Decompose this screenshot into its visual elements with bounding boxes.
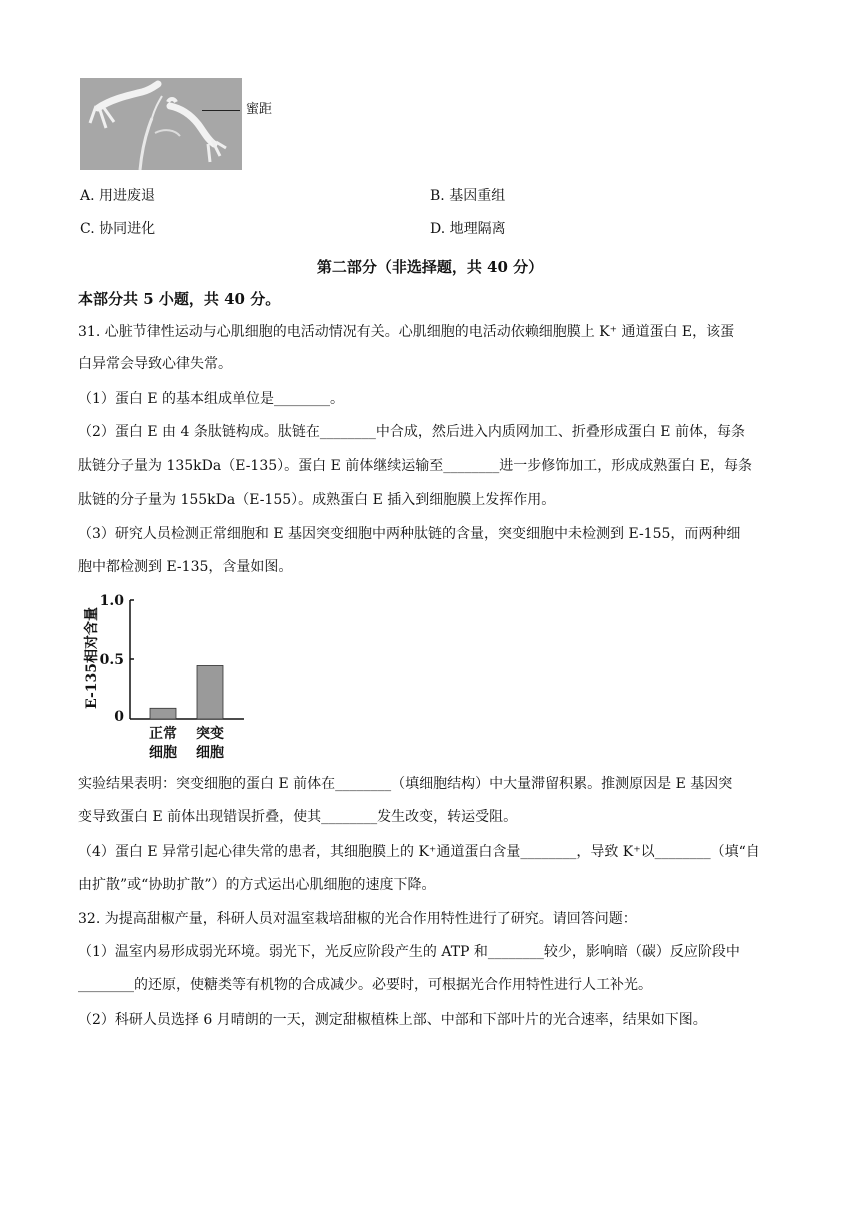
category-label-2-1: 突变: [196, 726, 224, 742]
q31-part3-line2: 胞中都检测到 E-135，含量如图。: [78, 559, 293, 575]
flower-photo: [80, 78, 242, 170]
option-a: A. 用进废退: [80, 188, 156, 204]
e135-bar-chart: [78, 586, 268, 766]
q31-part3-line1: （3）研究人员检测正常细胞和 E 基因突变细胞中两种肽链的含量，突变细胞中未检测到 E-155，而两种细: [78, 526, 741, 542]
option-c: C. 协同进化: [80, 221, 156, 237]
category-label-2-2: 细胞: [196, 745, 224, 761]
q31-result-line2: 变导致蛋白 E 前体出现错误折叠，使其________发生改变，转运受阻。: [78, 809, 518, 825]
bar-2: [197, 665, 223, 719]
q31-part2-line3: 肽链的分子量为 155kDa（E-155）。成熟蛋白 E 插入到细胞膜上发挥作用。: [78, 492, 556, 508]
q31-part2-line2: 肽链分子量为 135kDa（E-135）。蛋白 E 前体继续运输至________进一步修饰加工，形成成熟蛋白 E，每条: [78, 458, 752, 474]
option-d: D. 地理隔离: [430, 221, 506, 237]
section-title: 第二部分（非选择题，共 40 分）: [316, 258, 544, 276]
q31-stem-line1: 31. 心脏节律性运动与心肌细胞的电活动情况有关。心肌细胞的电活动依赖细胞膜上 K⁺ 通道蛋白 E，该蛋: [78, 324, 735, 340]
section-note: 本部分共 5 小题，共 40 分。: [78, 290, 281, 308]
q32-part1-line1: （1）温室内易形成弱光环境。弱光下，光反应阶段产生的 ATP 和________较少，影响暗（碳）反应阶段中: [78, 944, 740, 960]
callout-line: [202, 110, 240, 111]
q31-part2-line1: （2）蛋白 E 由 4 条肽链构成。肽链在________中合成，然后进入内质网加工、折叠形成蛋白 E 前体，每条: [78, 424, 745, 440]
q32-stem: 32. 为提高甜椒产量，科研人员对温室栽培甜椒的光合作用特性进行了研究。请回答问题：: [78, 911, 637, 927]
category-label-1-1: 正常: [149, 726, 177, 742]
q31-part4-line2: 由扩散”或“协助扩散”）的方式运出心肌细胞的速度下降。: [78, 877, 436, 893]
q31-part1: （1）蛋白 E 的基本组成单位是________。: [78, 391, 345, 407]
q32-part2: （2）科研人员选择 6 月晴朗的一天，测定甜椒植株上部、中部和下部叶片的光合速率，结果如下图。: [78, 1012, 707, 1028]
q32-part1-line2: ________的还原，使糖类等有机物的合成减少。必要时，可根据光合作用特性进行人工补光。: [78, 977, 652, 993]
q31-stem-line2: 白异常会导致心律失常。: [78, 356, 232, 372]
figure-label: 蜜距: [246, 102, 273, 117]
y-axis-label: E-135相对含量: [84, 607, 100, 709]
y-tick-label-0: 0: [114, 709, 124, 725]
y-tick-label-1: 1.0: [99, 593, 124, 609]
q31-part4-line1: （4）蛋白 E 异常引起心律失常的患者，其细胞膜上的 K⁺通道蛋白含量________，导致 K⁺以________（填“自: [78, 844, 760, 860]
q31-result-line1: 实验结果表明：突变细胞的蛋白 E 前体在________（填细胞结构）中大量滞留积累。推测原因是 E 基因突: [78, 776, 733, 792]
y-tick-label-05: 0.5: [99, 652, 124, 668]
bar-1: [150, 708, 176, 719]
category-label-1-2: 细胞: [149, 745, 177, 761]
option-b: B. 基因重组: [430, 188, 506, 204]
